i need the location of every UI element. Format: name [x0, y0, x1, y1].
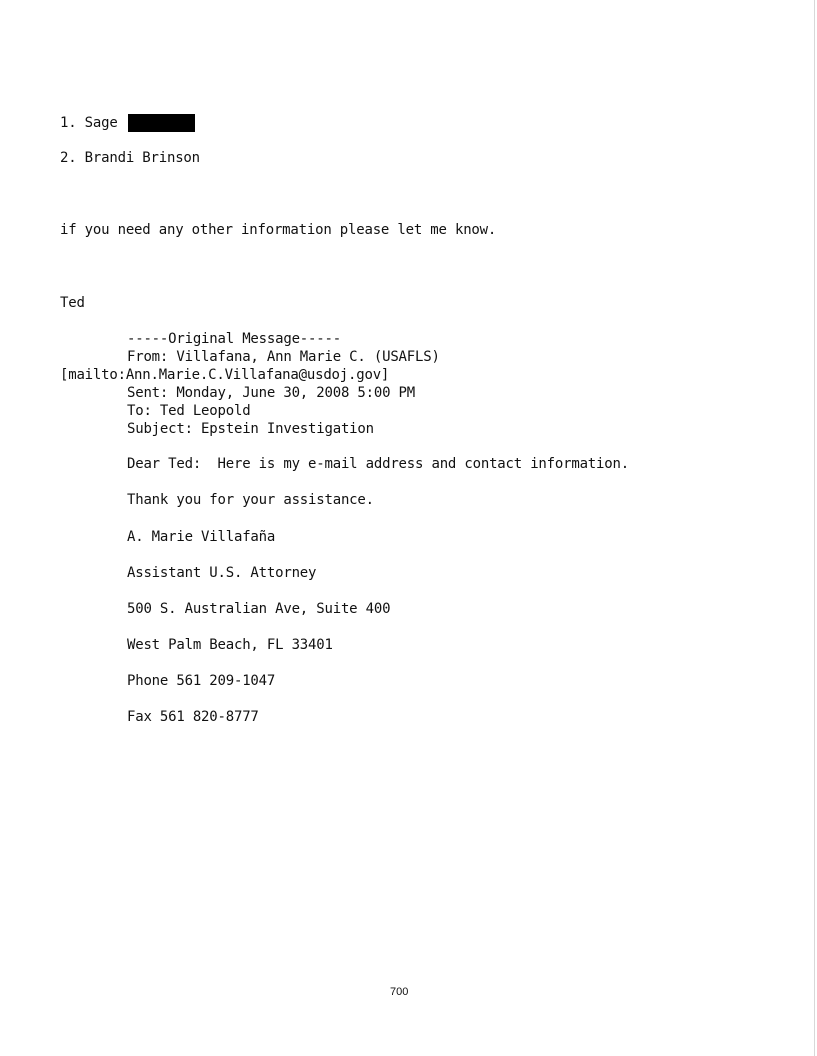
original-message-subject: Subject: Epstein Investigation	[127, 421, 374, 437]
sender-address-line2: West Palm Beach, FL 33401	[127, 637, 333, 653]
sender-address-line1: 500 S. Australian Ave, Suite 400	[127, 601, 391, 617]
original-message-sent: Sent: Monday, June 30, 2008 5:00 PM	[127, 385, 416, 401]
sender-phone: Phone 561 209-1047	[127, 673, 276, 689]
list-item-brandi-brinson: 2. Brandi Brinson	[60, 150, 200, 166]
original-message-mailto: [mailto:Ann.Marie.C.Villafana@usdoj.gov]	[60, 367, 390, 383]
page-edge	[814, 0, 815, 1056]
original-message-thanks: Thank you for your assistance.	[127, 492, 374, 508]
sender-name: A. Marie Villafaña	[127, 529, 276, 545]
original-message-greeting: Dear Ted: Here is my e-mail address and contact information.	[127, 456, 629, 472]
signature: Ted	[60, 295, 85, 311]
redaction-box	[128, 114, 195, 132]
original-message-header: -----Original Message-----	[127, 331, 341, 347]
sender-title: Assistant U.S. Attorney	[127, 565, 317, 581]
page-number: 700	[390, 986, 409, 998]
sender-fax: Fax 561 820-8777	[127, 709, 259, 725]
list-item-sage: 1. Sage	[60, 115, 118, 131]
body-text: if you need any other information please let me know.	[60, 222, 497, 238]
original-message-to: To: Ted Leopold	[127, 403, 251, 419]
original-message-from: From: Villafana, Ann Marie C. (USAFLS)	[127, 349, 440, 365]
